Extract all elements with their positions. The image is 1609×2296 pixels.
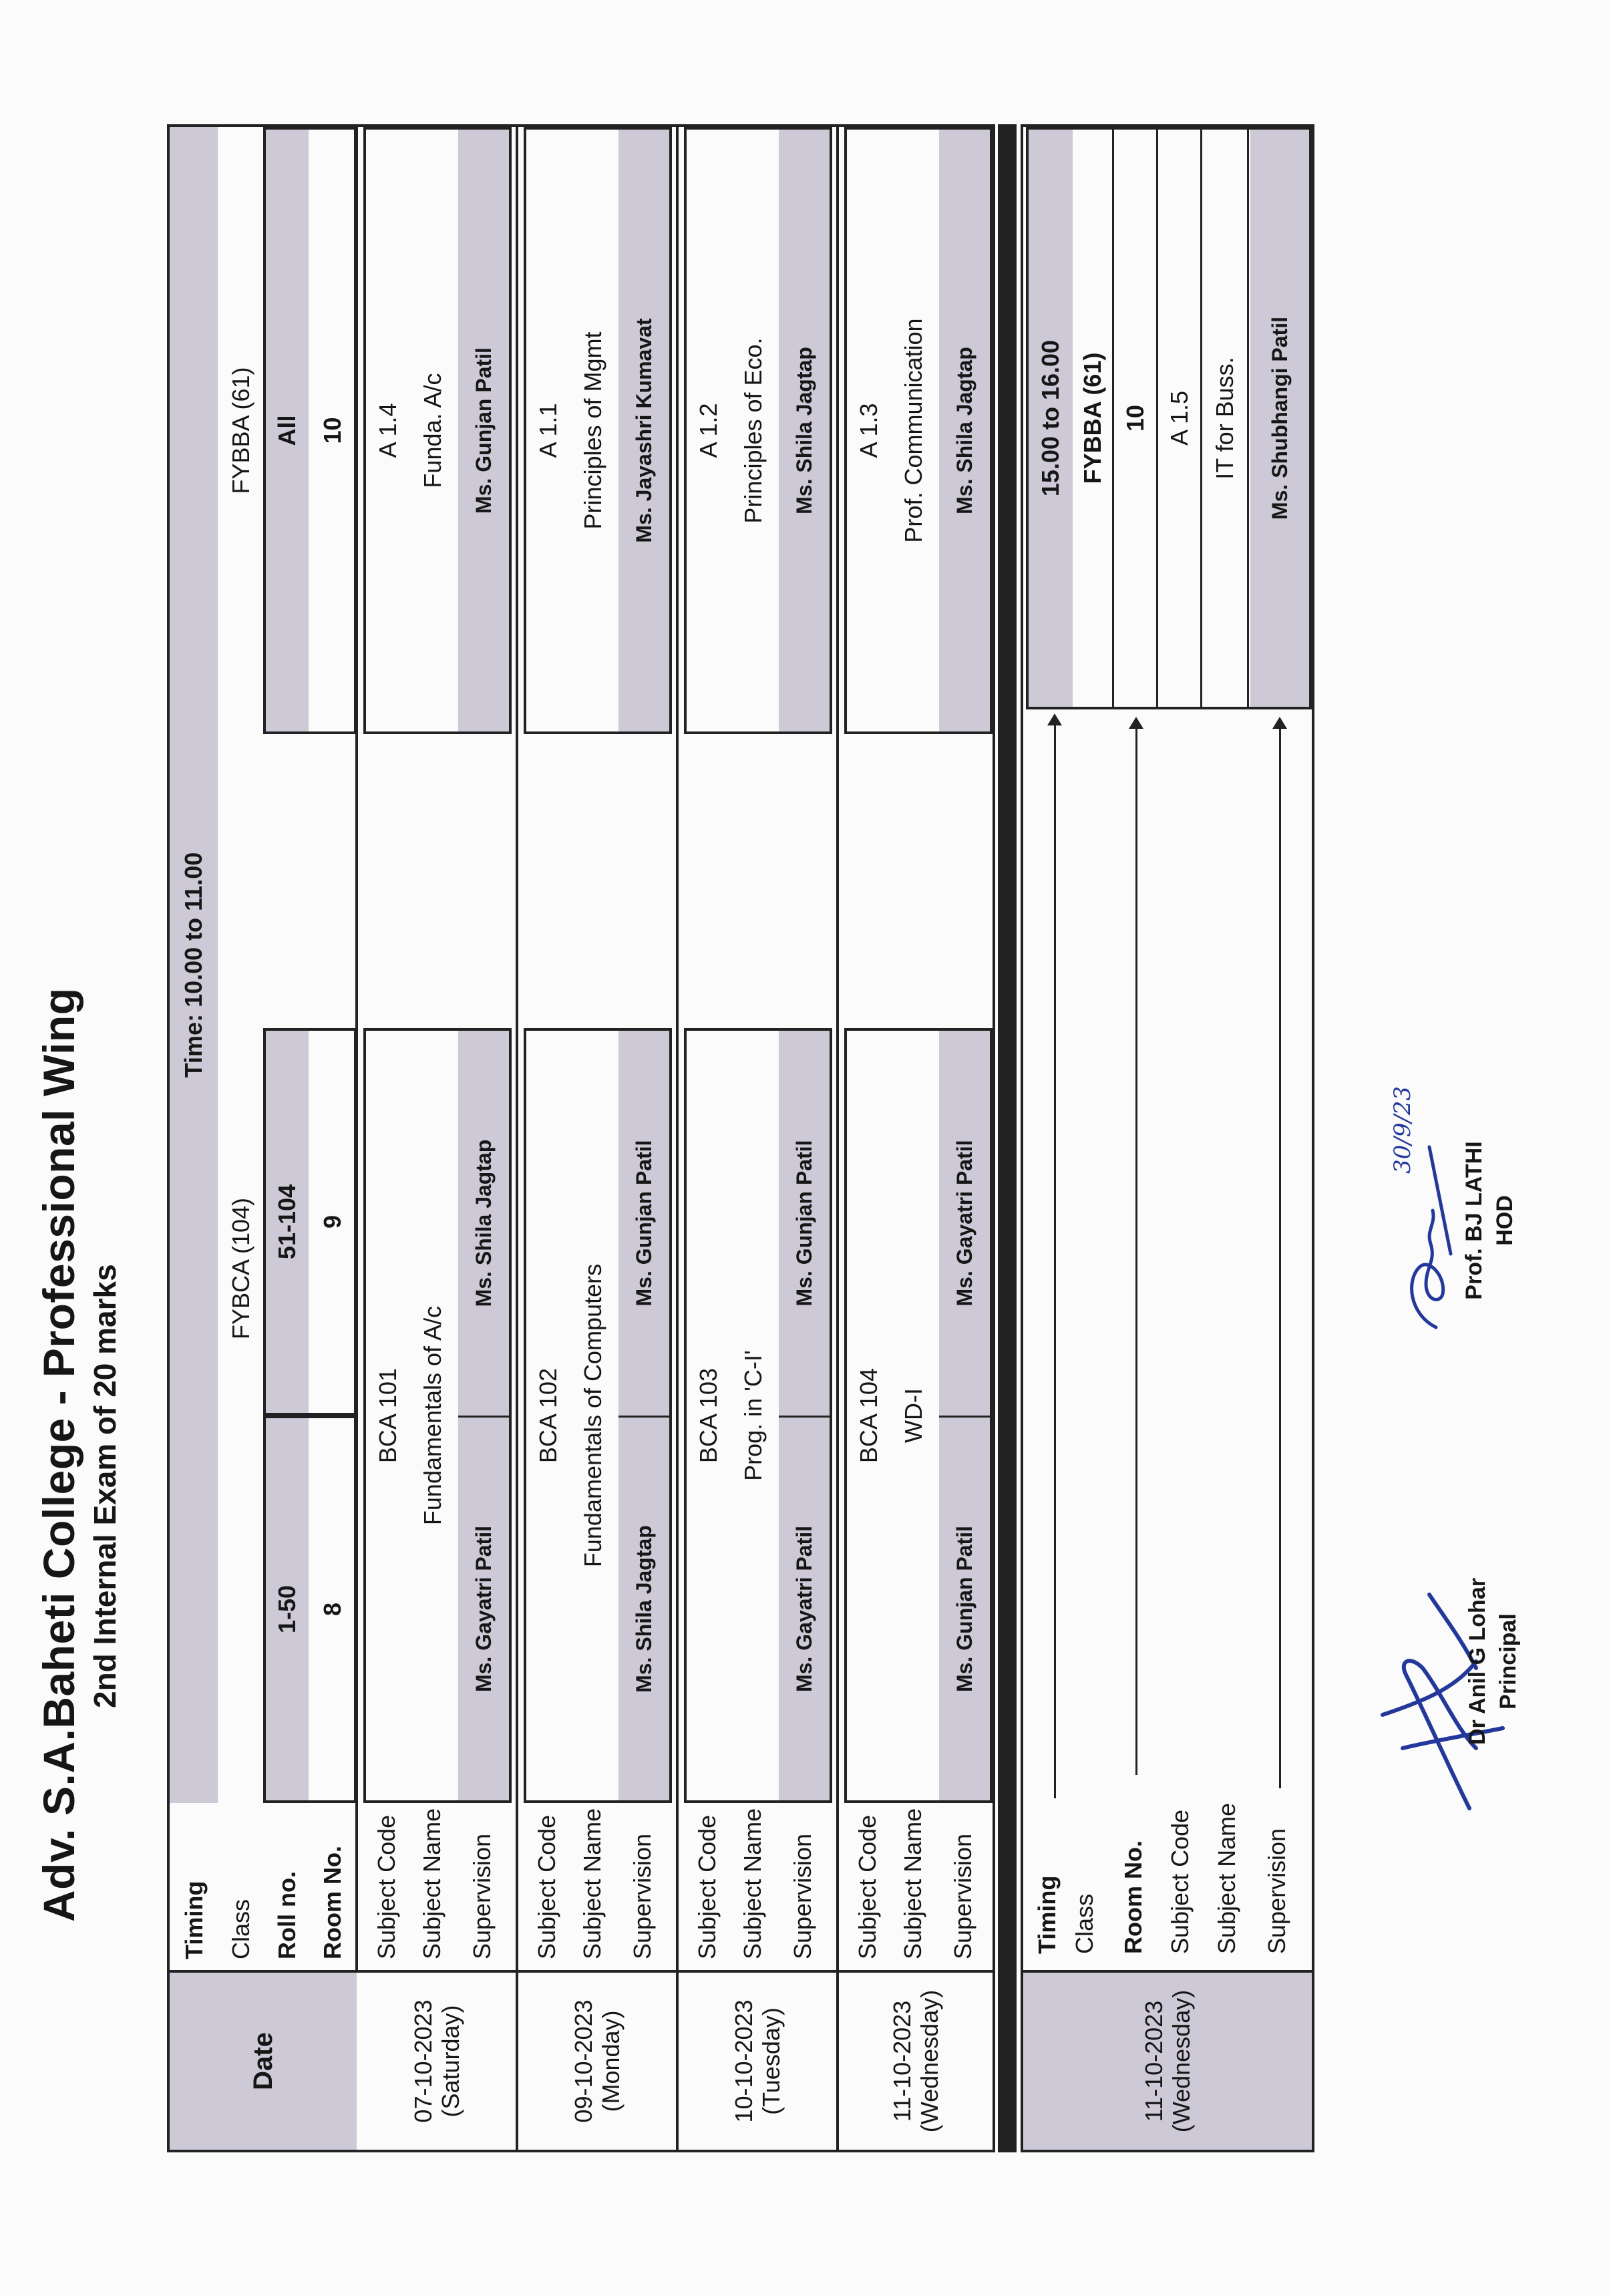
roll-no-label: Roll no. xyxy=(273,1871,301,1959)
day-date xyxy=(679,1973,836,2150)
roll-3: All xyxy=(266,130,309,731)
subject-code-label: Subject Code xyxy=(533,1814,561,1959)
supervisor-2: Ms. Shila Jagtap xyxy=(458,1031,509,1416)
subject-code-label: Subject Code xyxy=(1166,1809,1194,1954)
afternoon-room: 10 xyxy=(1114,130,1158,707)
subject-code-label: Subject Code xyxy=(693,1814,721,1959)
afternoon-code: A 1.5 xyxy=(1158,130,1202,707)
supervisor-1: Ms. Gayatri Patil xyxy=(779,1416,830,1800)
afternoon-date xyxy=(1023,1973,1312,2150)
weekday-text: (Monday) xyxy=(597,2010,624,2112)
bba-name: Prof. Communication xyxy=(900,318,928,543)
bba-name: Funda. A/c xyxy=(419,373,447,488)
exam-subtitle: 2nd Internal Exam of 20 marks xyxy=(87,1264,122,1708)
date-text: 07-10-2023 xyxy=(409,1999,437,2123)
principal-title: Principal xyxy=(1495,1613,1521,1709)
bba-name: Principles of Eco. xyxy=(739,337,767,524)
weekday-text: (Wednesday) xyxy=(916,1989,943,2133)
principal-name: Dr Anil G Lohar xyxy=(1465,1578,1490,1745)
supervision-label: Supervision xyxy=(629,1833,657,1959)
afternoon-timing: 15.00 to 16.00 xyxy=(1029,130,1073,707)
supervision-label: Supervision xyxy=(468,1833,496,1959)
supervisor-3: Ms. Shila Jagtap xyxy=(779,130,830,731)
hod-title: HOD xyxy=(1491,1195,1517,1246)
supervisor-2: Ms. Gunjan Patil xyxy=(618,1031,669,1416)
day-row xyxy=(518,127,676,2150)
room-arrow xyxy=(1135,719,1137,1775)
supervision-arrow xyxy=(1279,719,1281,1788)
subject-name-label: Subject Name xyxy=(578,1808,606,1959)
bca-name: Fundamentals of A/c xyxy=(419,1305,447,1526)
principal-block xyxy=(1463,1554,1524,1768)
bba-code: A 1.3 xyxy=(855,403,883,458)
day-row xyxy=(839,127,993,2150)
section-separator xyxy=(998,124,1017,2152)
supervisor-1: Ms. Gayatri Patil xyxy=(458,1416,509,1800)
roll-1: 1-50 xyxy=(266,1418,309,1800)
room-1: 8 xyxy=(319,1602,347,1617)
date-column-divider xyxy=(1023,1970,1312,1973)
date-text: 11-10-2023 xyxy=(888,2000,916,2122)
hod-name: Prof. BJ LATHI xyxy=(1461,1141,1487,1300)
date-text: 09-10-2023 xyxy=(569,1999,597,2123)
bca-code: BCA 104 xyxy=(855,1367,883,1464)
supervisor-3: Ms. Shila Jagtap xyxy=(939,130,990,731)
class-fybba: FYBBA (61) xyxy=(227,367,255,494)
room-no-label: Room No. xyxy=(319,1846,347,1959)
day-date xyxy=(839,1973,993,2150)
afternoon-supervisor: Ms. Shubhangi Patil xyxy=(1250,130,1309,707)
subject-code-label: Subject Code xyxy=(373,1814,401,1959)
afternoon-name: IT for Buss. xyxy=(1202,130,1249,707)
supervisor-2: Ms. Gunjan Patil xyxy=(779,1031,830,1416)
class-fybca: FYBCA (104) xyxy=(227,1197,255,1340)
day-row xyxy=(358,127,516,2150)
timing-label: Timing xyxy=(180,1880,208,1959)
bba-code: A 1.4 xyxy=(374,403,402,458)
bca-name: WD-I xyxy=(900,1388,928,1443)
supervision-label: Supervision xyxy=(789,1833,817,1959)
college-title: Adv. S.A.Baheti College - Professional Wing xyxy=(34,987,83,1922)
supervisor-2: Ms. Gayatri Patil xyxy=(939,1031,990,1416)
timing-label: Timing xyxy=(1033,1875,1061,1954)
supervisor-3: Ms. Jayashri Kumavat xyxy=(618,130,669,731)
bca-name: Prog. in 'C-I' xyxy=(739,1350,767,1481)
morning-timing: Time: 10.00 to 11.00 xyxy=(170,127,218,1803)
bba-code: A 1.2 xyxy=(695,403,723,458)
subject-name-label: Subject Name xyxy=(418,1808,446,1959)
date-header: Date xyxy=(170,1973,357,2150)
bca-name: Fundamentals of Computers xyxy=(579,1263,607,1568)
subject-name-label: Subject Name xyxy=(739,1808,767,1959)
afternoon-class: FYBBA (61) xyxy=(1073,130,1114,707)
bca-code: BCA 102 xyxy=(534,1367,562,1464)
weekday-text: (Wednesday) xyxy=(1168,1989,1195,2133)
room-3: 10 xyxy=(319,417,347,444)
subject-name-label: Subject Name xyxy=(1213,1802,1241,1954)
supervisor-3: Ms. Gunjan Patil xyxy=(458,130,509,731)
hod-signature-date: 30/9/23 xyxy=(1389,1086,1416,1174)
class-label: Class xyxy=(1071,1893,1099,1954)
room-2: 9 xyxy=(319,1214,347,1229)
supervision-label: Supervision xyxy=(949,1833,977,1959)
date-text: 11-10-2023 xyxy=(1139,2000,1168,2122)
day-date xyxy=(518,1973,676,2150)
supervisor-1: Ms. Gunjan Patil xyxy=(939,1416,990,1800)
weekday-text: (Tuesday) xyxy=(757,2007,785,2115)
hod-block xyxy=(1459,1114,1521,1327)
room-no-label: Room No. xyxy=(1119,1840,1147,1954)
bba-code: A 1.1 xyxy=(534,403,562,458)
subject-code-label: Subject Code xyxy=(854,1814,882,1959)
day-date xyxy=(358,1973,516,2150)
roll-2: 51-104 xyxy=(266,1031,309,1413)
weekday-text: (Saturday) xyxy=(437,2005,464,2118)
supervision-label: Supervision xyxy=(1263,1828,1291,1954)
day-row xyxy=(679,127,836,2150)
timing-arrow xyxy=(1054,716,1056,1798)
bba-name: Principles of Mgmt xyxy=(579,331,607,530)
supervisor-1: Ms. Shila Jagtap xyxy=(618,1416,669,1800)
bca-code: BCA 103 xyxy=(695,1367,723,1464)
bca-code: BCA 101 xyxy=(374,1367,402,1464)
subject-name-label: Subject Name xyxy=(899,1808,927,1959)
date-text: 10-10-2023 xyxy=(729,1999,757,2123)
class-label: Class xyxy=(227,1899,255,1959)
